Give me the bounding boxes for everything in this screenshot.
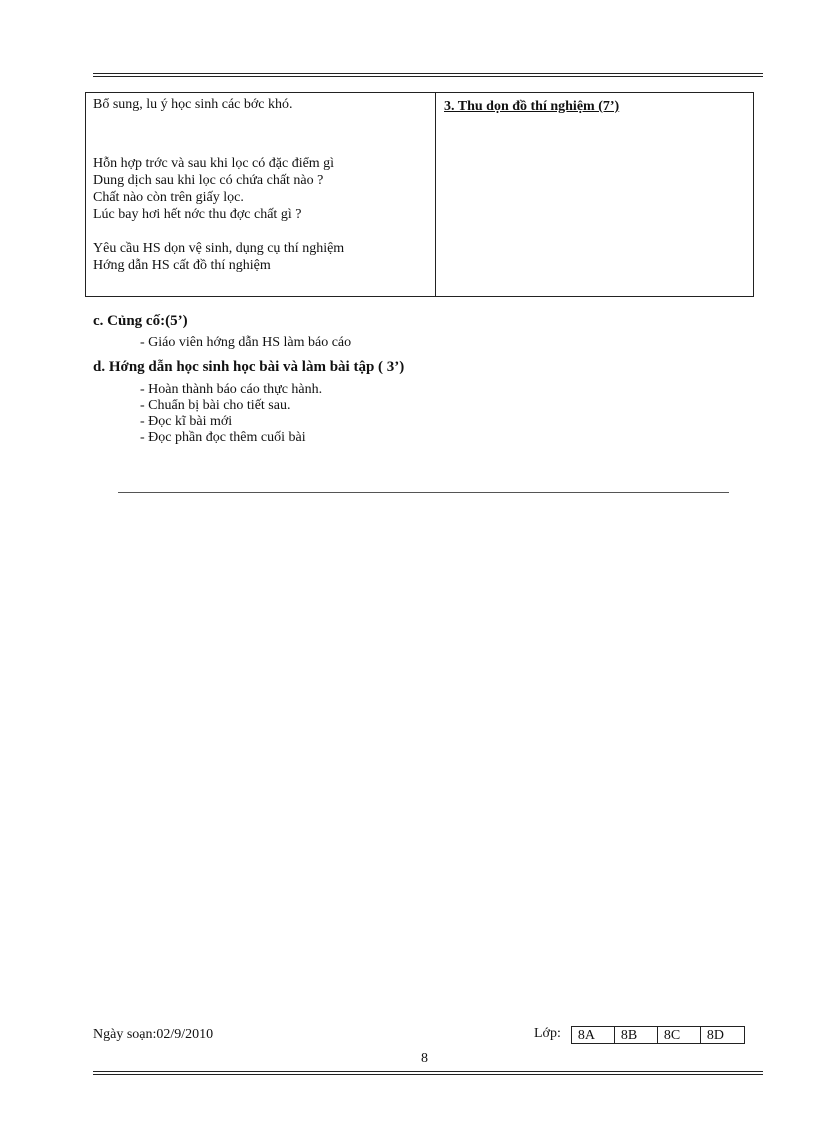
class-box: 8B: [615, 1027, 658, 1043]
step-heading: 3. Thu dọn đồ thí nghiệm (7’): [444, 99, 620, 114]
class-selector: [534, 1026, 745, 1044]
section-separator: [118, 492, 729, 493]
class-label: Lớp:: [534, 1026, 561, 1041]
list-item: - Đọc kĩ bài mới: [140, 414, 233, 429]
list-item: - Đọc phần đọc thêm cuối bài: [140, 430, 306, 445]
class-boxes: [571, 1026, 745, 1044]
table-line: Hỗn hợp trớc và sau khi lọc có đặc điểm gì: [93, 156, 335, 171]
footer-double-rule: [93, 1071, 763, 1075]
section-c-list: [140, 335, 351, 351]
list-item: - Hoàn thành báo cáo thực hành.: [140, 382, 323, 397]
table-line: Dung dịch sau khi lọc có chứa chất nào ?: [93, 173, 324, 188]
table-line: Yêu cầu HS dọn vệ sinh, dụng cụ thí nghiệm: [93, 241, 345, 256]
table-line: Bổ sung, lu ý học sinh các bớc khó.: [93, 97, 293, 112]
list-item: - Giáo viên hớng dẫn HS làm báo cáo: [140, 335, 352, 350]
section-d-title: d. Hớng dẫn học sinh học bài và làm bài tập ( 3’): [93, 359, 405, 375]
section-c-title: c. Củng cố:(5’): [93, 313, 188, 329]
table-line: Lúc bay hơi hết nớc thu đợc chất gì ?: [93, 207, 302, 222]
teacher-activity-column: [86, 93, 436, 296]
class-box: 8C: [658, 1027, 701, 1043]
preparation-date: Ngày soạn:02/9/2010: [93, 1027, 214, 1042]
class-box: 8A: [572, 1027, 615, 1043]
table-line: Chất nào còn trên giấy lọc.: [93, 190, 244, 205]
student-activity-column: [436, 93, 753, 296]
table-line: Hớng dẫn HS cất đồ thí nghiệm: [93, 258, 271, 273]
class-box: 8D: [706, 1028, 724, 1043]
header-double-rule: [93, 73, 763, 77]
lesson-table: [85, 92, 754, 297]
page-number: 8: [421, 1051, 428, 1066]
section-d-list: [140, 382, 322, 446]
list-item: - Chuẩn bị bài cho tiết sau.: [140, 398, 291, 413]
